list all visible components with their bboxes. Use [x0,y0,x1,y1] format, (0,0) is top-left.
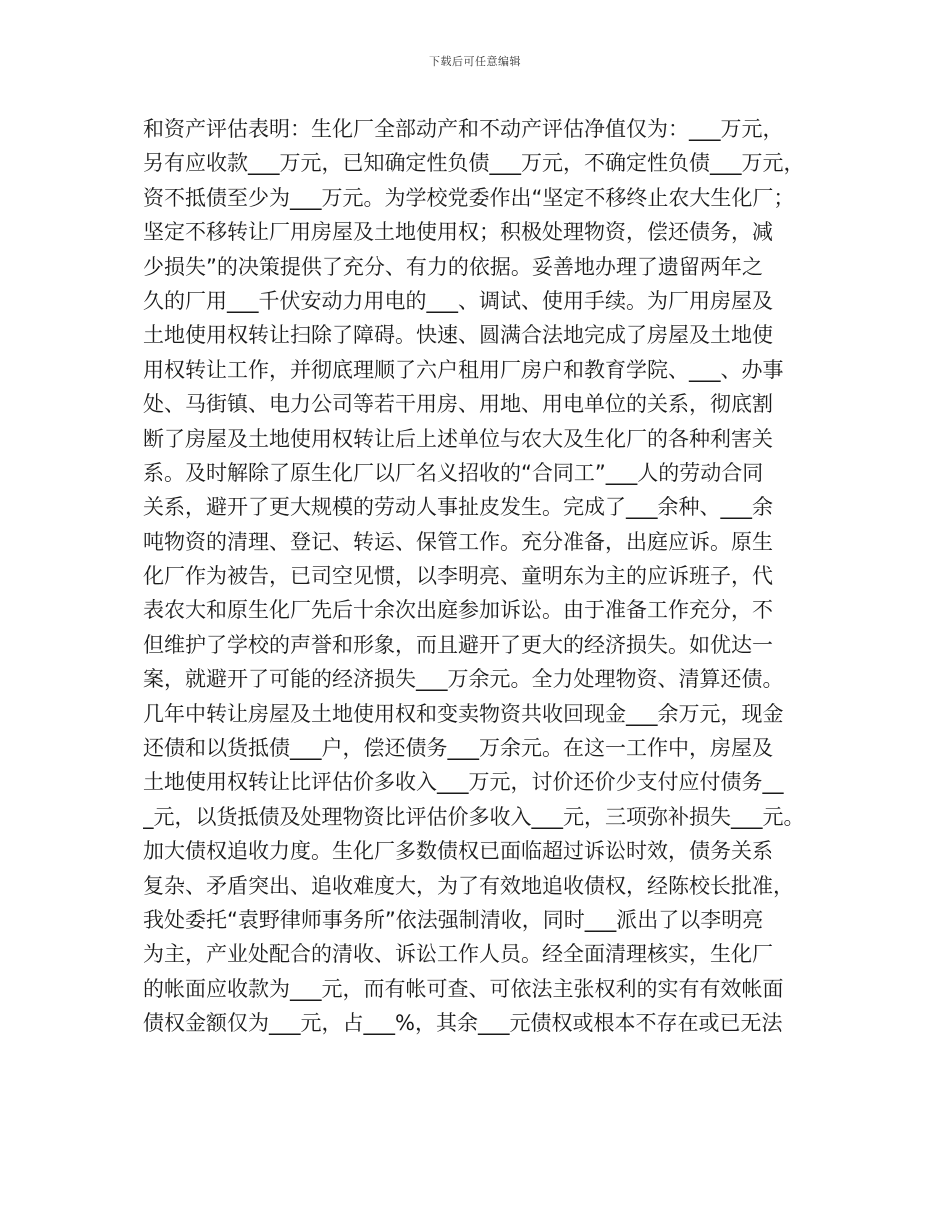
text-line: 土地使用权转让扫除了障碍。快速、圆满合法地完成了房屋及土地使 [143,323,773,348]
text-line: 坚定不移转让厂用房屋及土地使用权；积极处理物资，偿还债务，减 [143,220,773,245]
text-line: 为主，产业处配合的清收、诉讼工作人员。经全面清理核实，生化厂 [143,942,773,967]
text-line: 另有应收款___万元，已知确定性负债___万元，不确定性负债___万元， [143,151,805,176]
text-line: 用权转让工作，并彻底理顺了六户租用厂房户和教育学院、___、办事 [143,357,784,382]
text-line: 吨物资的清理、登记、转运、保管工作。充分准备，出庭应诉。原生 [143,529,773,554]
body-paragraph [143,112,833,1041]
text-line: 加大债权追收力度。生化厂多数债权已面临超过诉讼时效，债务关系 [143,839,773,864]
text-line: 我处委托“袁野律师事务所”依法强制清收，同时___派出了以李明亮 [143,907,764,932]
text-line: 的帐面应收款为___元，而有帐可查、可依法主张权利的实有有效帐面 [143,976,784,1001]
text-line: 表农大和原生化厂先后十余次出庭参加诉讼。由于准备工作充分，不 [143,598,773,623]
text-line: 系。及时解除了原生化厂以厂名义招收的“合同工”___人的劳动合同 [143,460,764,485]
text-line: 久的厂用___千伏安动力用电的___、调试、使用手续。为厂用房屋及 [143,288,773,313]
text-line: 还债和以货抵债___户，偿还债务___万余元。在这一工作中，房屋及 [143,736,773,761]
text-line: 化厂作为被告，已司空见惯，以李明亮、童明东为主的应诉班子，代 [143,564,773,589]
text-line: 少损失”的决策提供了充分、有力的依据。妥善地办理了遗留两年之 [143,254,763,279]
text-line: 和资产评估表明：生化厂全部动产和不动产评估净值仅为：___万元， [143,117,784,141]
text-line: 处、马街镇、电力公司等若干用房、用地、用电单位的关系，彻底割 [143,392,773,417]
text-line: 债权金额仅为___元，占___%，其余___元债权或根本不存在或已无法 [143,1011,783,1036]
page-header: 下载后可任意编辑 [429,55,521,68]
text-line: 复杂、矛盾突出、追收难度大，为了有效地追收债权，经陈校长批准， [143,873,794,898]
text-line: 土地使用权转让比评估价多收入___万元，讨价还价少支付应付债务__ [143,770,784,795]
text-line: 关系，避开了更大规模的劳动人事扯皮发生。完成了___余种、___余 [143,495,773,520]
text-line: 几年中转让房屋及土地使用权和变卖物资共收回现金___余万元，现金 [143,701,784,726]
text-line: 断了房屋及土地使用权转让后上述单位与农大及生化厂的各种利害关 [143,426,773,451]
text-line: 资不抵债至少为___万元。为学校党委作出“坚定不移终止农大生化厂； [143,185,795,210]
text-line: 案，就避开了可能的经济损失___万余元。全力处理物资、清算还债。 [143,667,784,692]
text-line: 但维护了学校的声誉和形象，而且避开了更大的经济损失。如优达一 [143,632,773,657]
text-line: _元，以货抵债及处理物资比评估价多收入___元，三项弥补损失___元。 [143,804,805,829]
